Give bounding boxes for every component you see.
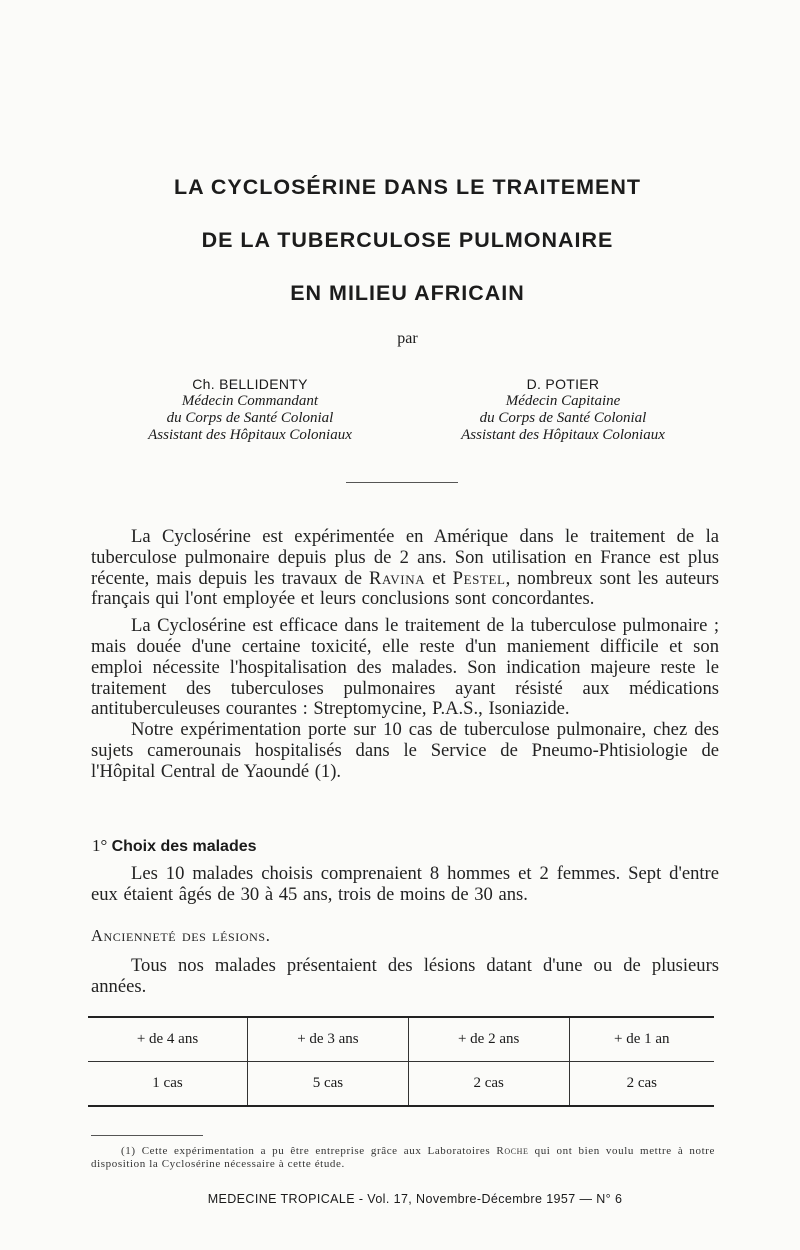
article-title-line-2: DE LA TUBERCULOSE PULMONAIRE (201, 228, 614, 252)
section-title: Choix des malades (111, 838, 257, 855)
author-name: Ch. BELLIDENTY (192, 376, 308, 392)
author-rank: Médecin Capitaine (505, 393, 621, 409)
author-ref-ravina: Ravina (368, 567, 426, 589)
table-cell: 5 cas (248, 1062, 409, 1107)
footnote-divider (91, 1135, 203, 1136)
by-line: par (397, 330, 418, 347)
table-row (88, 1062, 714, 1107)
table-header-cell: + de 1 an (569, 1017, 714, 1062)
author-role: Assistant des Hôpitaux Coloniaux (461, 427, 665, 443)
section-number: 1° (92, 836, 108, 855)
lesion-age-table (88, 1016, 714, 1107)
intro-p1-text-c: , nombreux sont les auteurs français qui l'ont employée et leurs conclusions sont concordantes. (91, 567, 719, 610)
author-corps: du Corps de Santé Colonial (479, 410, 647, 426)
author-right (398, 376, 728, 444)
section-p1-text: Les 10 malades choisis comprenaient 8 hommes et 2 femmes. Sept d'entre eux étaient âgés de 30 à 45 ans, trois de moins de 30 ans. (91, 863, 719, 905)
section-p2-text: Tous nos malades présentaient des lésions datant d'une ou de plusieurs années. (91, 955, 719, 997)
table-header-row (88, 1017, 714, 1062)
footnote-lab-name: Roche (496, 1145, 529, 1157)
table-cell: 2 cas (569, 1062, 714, 1107)
intro-paragraph-1 (91, 527, 719, 610)
author-rank: Médecin Commandant (181, 393, 319, 409)
subheading-anciennete: Ancienneté des lésions. (91, 926, 271, 945)
section-heading (92, 836, 257, 856)
footnote (91, 1145, 715, 1170)
article-title-line-3: EN MILIEU AFRICAIN (290, 281, 525, 305)
footnote-text-b: qui ont bien voulu mettre à notre disposition la Cyclosérine nécessaire à cette étude. (91, 1145, 715, 1170)
table-cell: 2 cas (408, 1062, 569, 1107)
footnote-text-a: (1) Cette expérimentation a pu être entreprise grâce aux Laboratoires (121, 1145, 497, 1157)
table-header-cell: + de 3 ans (248, 1017, 409, 1062)
intro-p1-text-b: et (425, 567, 453, 589)
introduction (91, 527, 719, 783)
intro-paragraph-2: La Cyclosérine est efficace dans le traitement de la tuberculose pulmonaire ; mais douée d'une certaine toxicité, elle reste d'un maniement difficile et son emploi nécessite l'hospitalisation des malades. Son indication majeure reste le traitement des tuberculoses pulmonaires ayant résisté aux médications antituberculeuses courantes : Streptomycine, P.A.S., Isoniazide. (91, 615, 719, 720)
section-paragraph-2 (91, 956, 719, 998)
author-corps: du Corps de Santé Colonial (166, 410, 334, 426)
footnote-text (91, 1145, 715, 1170)
author-name: D. POTIER (526, 376, 600, 392)
author-role: Assistant des Hôpitaux Coloniaux (148, 427, 352, 443)
intro-paragraph-3: Notre expérimentation porte sur 10 cas de tuberculose pulmonaire, chez des sujets camerounais hospitalisés dans le Service de Pneumo-Phtisiologie de l'Hôpital Central de Yaoundé (1). (91, 719, 719, 782)
author-ref-pestel: Pestel (452, 567, 506, 589)
table-header-cell: + de 4 ans (88, 1017, 248, 1062)
article-title-line-1: LA CYCLOSÉRINE DANS LE TRAITEMENT (174, 175, 641, 199)
title-divider (346, 482, 458, 483)
intro-p1-text-a: La Cyclosérine est expérimentée en Amérique dans le traitement de la tuberculose pulmonaire depuis plus de 2 ans. Son utilisation en France est plus récente, mais depuis les travaux de (91, 526, 719, 589)
section-paragraph-1 (91, 864, 719, 906)
journal-footer: MEDECINE TROPICALE - Vol. 17, Novembre-Décembre 1957 — N° 6 (207, 1192, 623, 1206)
table-header-cell: + de 2 ans (408, 1017, 569, 1062)
author-left (85, 376, 415, 444)
table-cell: 1 cas (88, 1062, 248, 1107)
